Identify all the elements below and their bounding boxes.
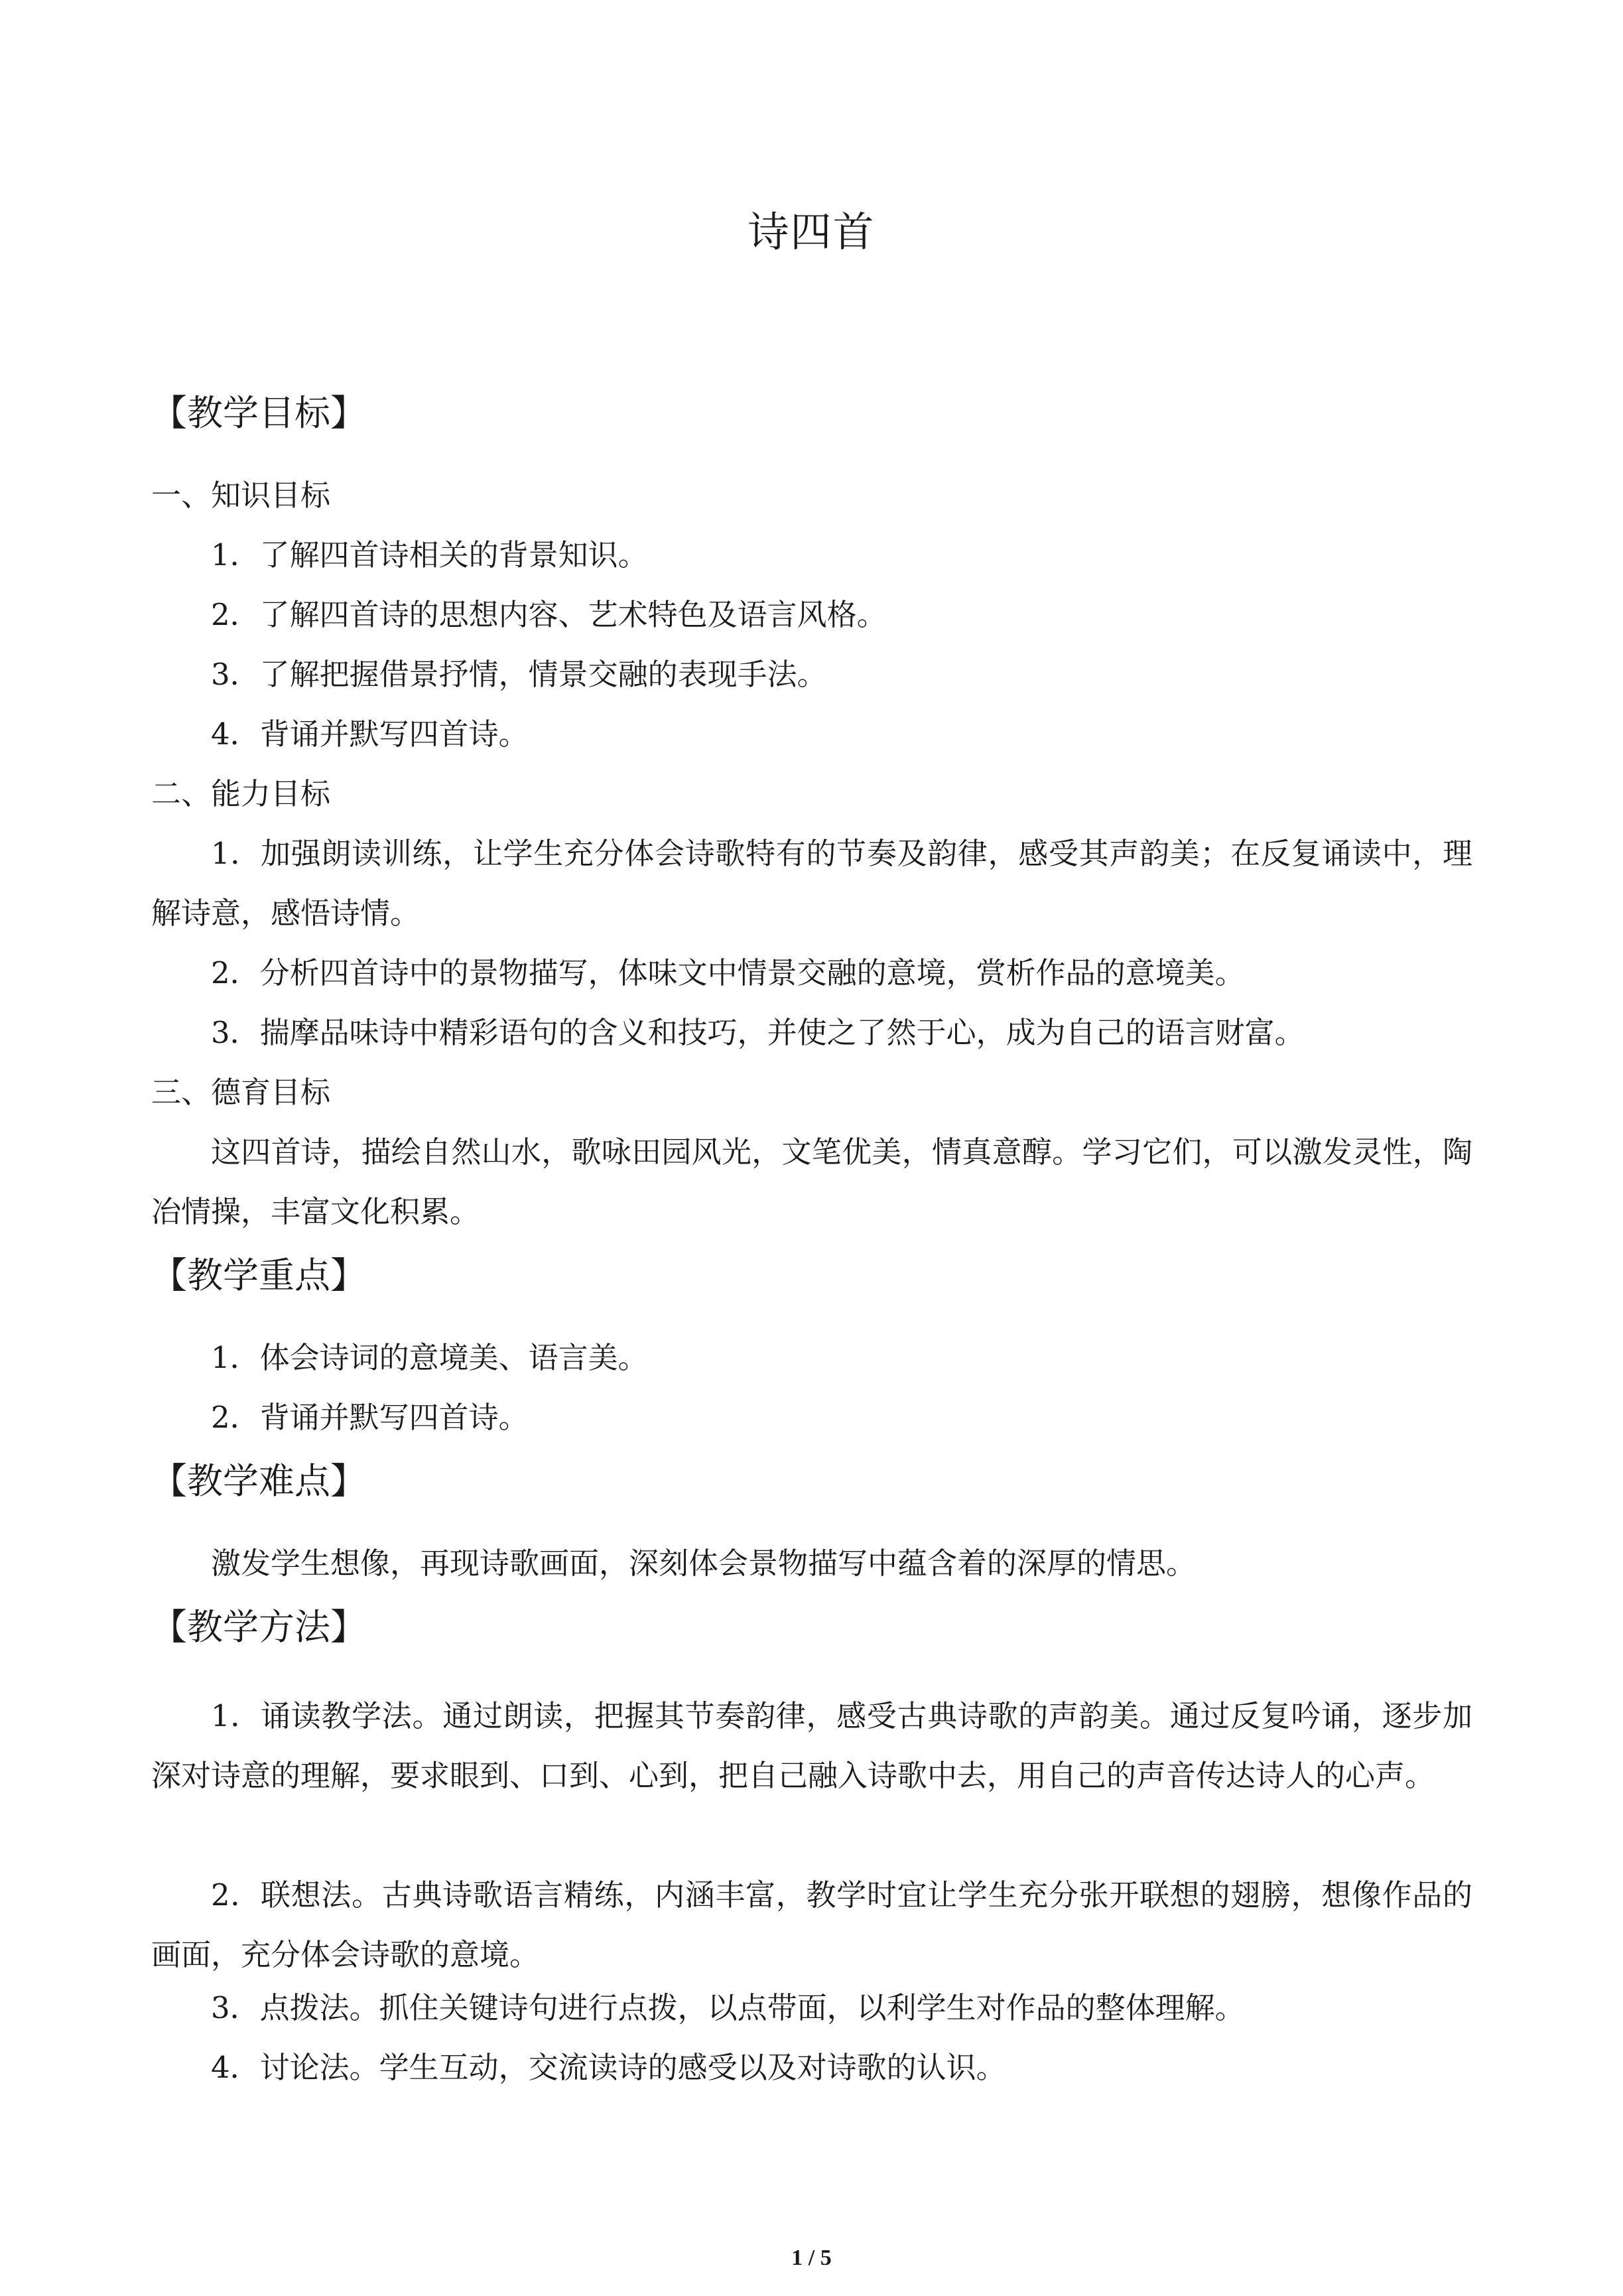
key-point-item-1: 1．体会诗词的意境美、语言美。 <box>211 1340 648 1375</box>
page-number: 1 / 5 <box>791 2246 832 2270</box>
subheading-knowledge-goals: 一、知识目标 <box>151 478 331 513</box>
moral-goal-text: 这四首诗，描绘自然山水，歌咏田园风光，文笔优美，情真意醇。学习它们，可以激发灵性，陶冶情操，丰富文化积累。 <box>151 1134 1472 1229</box>
knowledge-goal-item-4: 4．背诵并默写四首诗。 <box>211 716 529 752</box>
subheading-ability-goals: 二、能力目标 <box>151 776 331 811</box>
knowledge-goal-item-3: 3．了解把握借景抒情，情景交融的表现手法。 <box>211 657 827 692</box>
method-item-3: 3．点拨法。抓住关键诗句进行点拨，以点带面，以利学生对作品的整体理解。 <box>211 1990 1245 2025</box>
section-heading-teaching-goals: 【教学目标】 <box>151 392 366 434</box>
section-heading-key-points: 【教学重点】 <box>151 1254 366 1296</box>
section-heading-difficulties: 【教学难点】 <box>151 1460 366 1502</box>
subheading-moral-goals: 三、德育目标 <box>151 1075 331 1110</box>
knowledge-goal-item-2: 2．了解四首诗的思想内容、艺术特色及语言风格。 <box>211 597 887 632</box>
difficulty-text: 激发学生想像，再现诗歌画面，深刻体会景物描写中蕴含着的深厚的情思。 <box>211 1546 1197 1581</box>
method-item-4: 4．讨论法。学生互动，交流读诗的感受以及对诗歌的认识。 <box>211 2050 1006 2085</box>
method-item-2: 2．联想法。古典诗歌语言精练，内涵丰富，教学时宜让学生充分张开联想的翅膀，想像作品的画面，充分体会诗歌的意境。 <box>151 1877 1472 1972</box>
knowledge-goal-item-1: 1．了解四首诗相关的背景知识。 <box>211 537 648 573</box>
ability-goal-item-1: 1．加强朗读训练，让学生充分体会诗歌特有的节奏及韵律，感受其声韵美；在反复诵读中，理解诗意，感悟诗情。 <box>151 836 1472 931</box>
method-item-1: 1．诵读教学法。通过朗读，把握其节奏韵律，感受古典诗歌的声韵美。通过反复吟诵，逐步加深对诗意的理解，要求眼到、口到、心到，把自己融入诗歌中去，用自己的声音传达诗人的心声。 <box>151 1698 1472 1793</box>
ability-goal-item-2: 2．分析四首诗中的景物描写，体味文中情景交融的意境，赏析作品的意境美。 <box>211 955 1245 990</box>
section-heading-methods: 【教学方法】 <box>151 1606 366 1648</box>
document-title: 诗四首 <box>747 208 876 256</box>
ability-goal-item-3: 3．揣摩品味诗中精彩语句的含义和技巧，并使之了然于心，成为自己的语言财富。 <box>211 1015 1305 1050</box>
key-point-item-2: 2．背诵并默写四首诗。 <box>211 1400 529 1435</box>
